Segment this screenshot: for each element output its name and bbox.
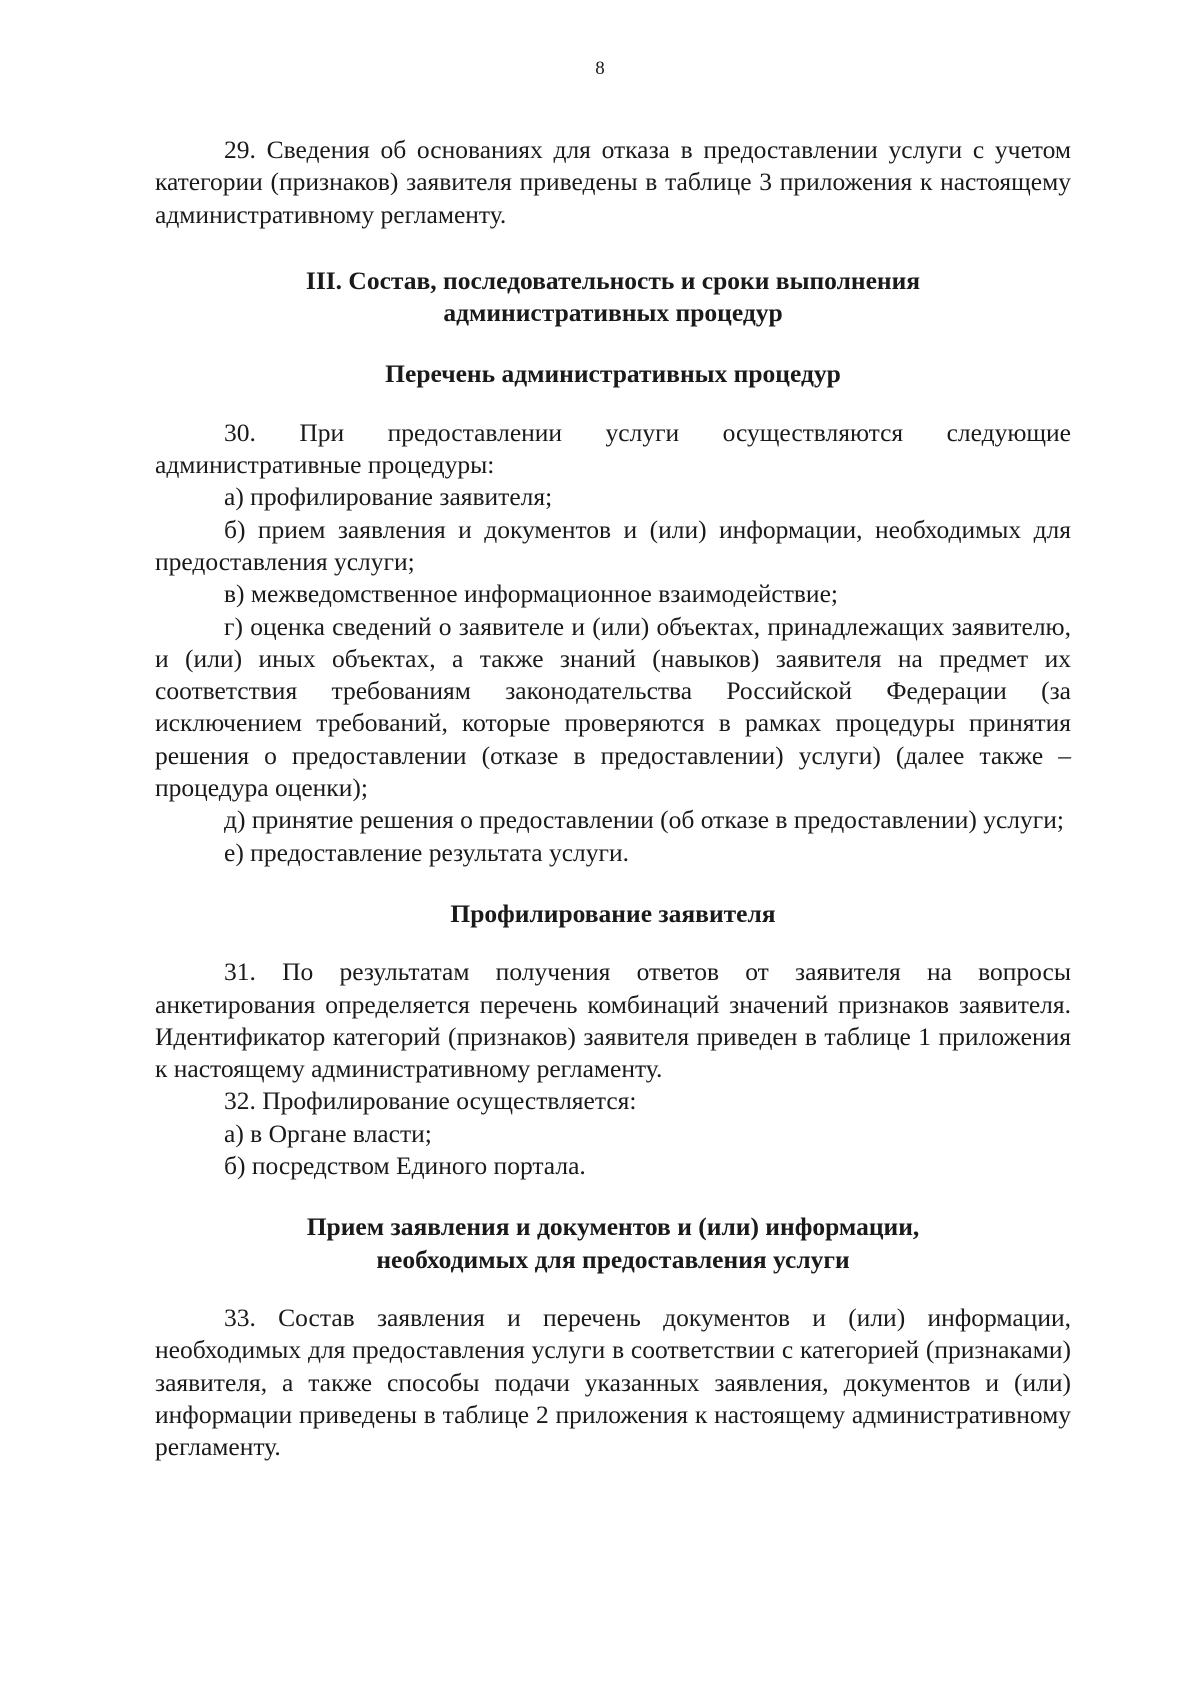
list-item: д) принятие решения о предоставлении (об отказе в предоставлении) услуги; [224,805,1064,835]
page-number: 8 [595,58,605,79]
paragraph-33: 33. Состав заявления и перечень документов и (или) информации, необходимых для предоставления услуги в соответствии с категорией (признаками) заявителя, а также способы подачи указанных заявления, документов и (или) информации приведены в таблице 2 приложения к настоящему административному регламенту. [155,1302,1071,1462]
paragraph-32: 32. Профилирование осуществляется: [224,1086,637,1116]
list-item: а) в Органе власти; [224,1118,432,1148]
paragraph-31: 31. По результатам получения ответов от заявителя на вопросы анкетирования определяется перечень комбинаций значений признаков заявителя. Идентификатор категорий (признаков) заявителя приведен в таблице 1 приложения к настоящему административному регламенту. [155,957,1071,1084]
list-item: б) посредством Единого портала. [224,1151,586,1181]
heading-reception-line-1: Прием заявления и документов и (или) информации, [306,1212,920,1242]
section-3-title-line-2: административных процедур [443,298,783,328]
list-item: а) профилирование заявителя; [224,482,553,512]
list-item: в) межведомственное информационное взаимодействие; [224,579,838,609]
heading-reception [155,1211,1071,1276]
document-body [155,134,1071,1463]
heading-procedures-list: Перечень административных процедур [385,359,841,389]
list-item: е) предоставление результата услуги. [224,837,629,867]
paragraph-30: 30. При предоставлении услуги осуществляются следующие административные процедуры: [155,417,1071,480]
list-item: г) оценка сведений о заявителе и (или) объектах, принадлежащих заявителю, и (или) иных объектах, а также знаний (навыков) заявителя на предмет их соответствия требованиям законодательства Российской Федерации (за исключением требований, которые проверяются в рамках процедуры принятия решения о предоставлении (отказе в предоставлении) услуги) (далее также – процедура оценки); [155,611,1071,803]
paragraph-29: 29. Сведения об основаниях для отказа в предоставлении услуги с учетом категории (признаков) заявителя приведены в таблице 3 приложения к настоящему административному регламенту. [155,135,1071,229]
heading-profiling: Профилирование заявителя [450,898,776,928]
section-3-title-line-1: III. Состав, последовательность и сроки выполнения [305,265,921,295]
list-item: б) прием заявления и документов и (или) информации, необходимых для предоставления услуги; [155,514,1071,576]
section-3-title [155,265,1071,330]
heading-reception-line-2: необходимых для предоставления услуги [376,1244,850,1274]
